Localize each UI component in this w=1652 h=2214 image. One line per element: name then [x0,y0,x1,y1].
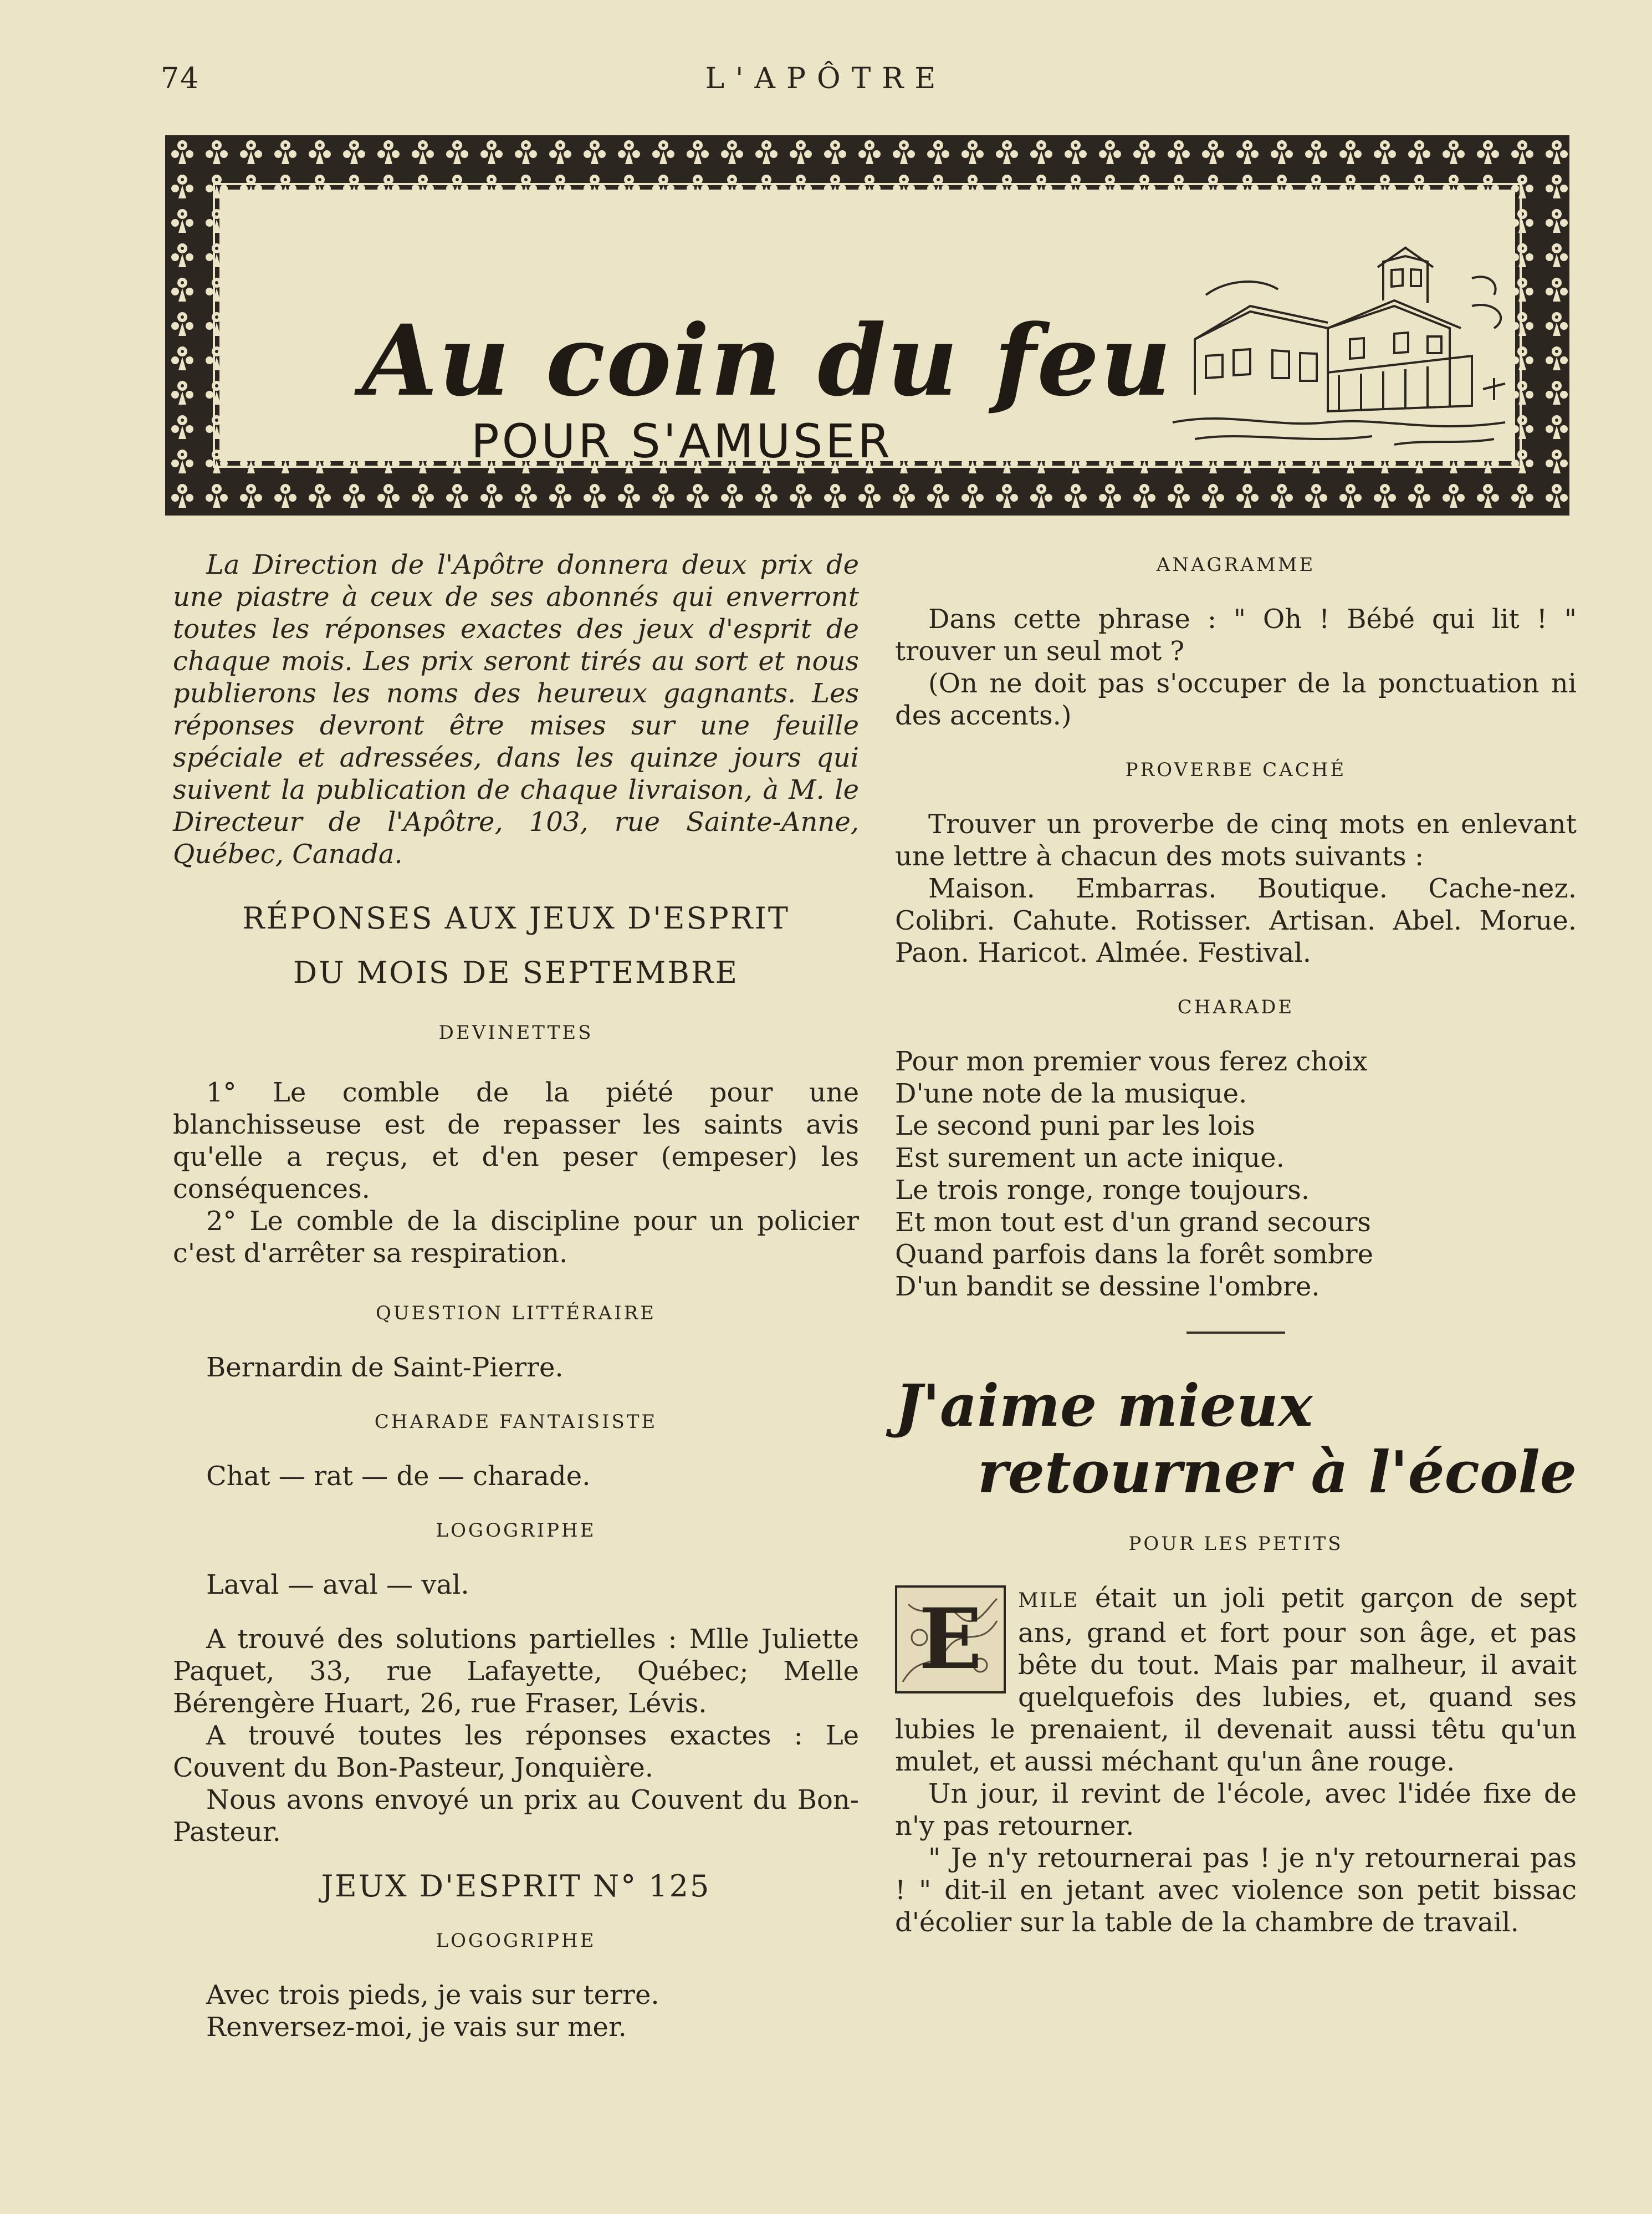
logogriphe-2-line-2: Renversez-moi, je vais sur mer. [206,2012,627,2043]
found-partial: A trouvé des solutions partielles : Mlle Juliette Paquet, 33, rue Lafayette, Québec; Melle Bérengère Huart, 26, rue Fraser, Lévis. [173,1624,859,1719]
logogriphe-2-line-1: Avec trois pieds, je vais sur terre. [206,1980,659,2011]
story-paragraph-2: Un jour, il revint de l'école, avec l'idée fixe de n'y pas retourner. [895,1778,1577,1841]
story-title-line-1: J'aime mieux [895,1371,1313,1440]
story-paragraph-1-text: était un joli petit garçon de sept ans, grand et fort pour son âge, et pas bête du tout. Mais par malheur, il avait quelquefois des lubies, et, quand ses lubies le prenaient, il devenait aussi têtu qu'un mulet, et aussi méchant qu'un âne rouge. [895,1583,1577,1777]
charade-line: Et mon tout est d'un grand secours [895,1207,1371,1238]
running-title: L'APÔTRE [705,62,947,95]
answers-title-line-2: DU MOIS DE SEPTEMBRE [293,955,739,990]
logogriphe-2-heading: LOGOGRIPHE [436,1930,596,1952]
proverbe-heading: PROVERBE CACHÉ [1125,759,1347,781]
story-paragraph-3: " Je n'y retournerai pas ! je n'y retournerai pas ! " dit-il en jetant avec violence son petit bissac d'écolier sur la table de la chambre de travail. [895,1843,1577,1938]
devinette-1: 1° Le comble de la piété pour une blanchisseuse est de repasser les saints avis qu'elle a reçus, et d'en peser (empeser) les conséquences. [173,1077,859,1205]
logogriphe-answer: Laval — aval — val. [206,1569,469,1600]
charade-line: Est surement un acte inique. [895,1142,1285,1174]
right-column [895,549,1577,1938]
logogriphe-heading: LOGOGRIPHE [436,1519,596,1542]
charade-heading: CHARADE [1177,996,1295,1018]
page-number: 74 [161,62,200,95]
story-subtitle: POUR LES PETITS [1128,1533,1343,1555]
dropcap [895,1585,1006,1693]
charade-line: D'une note de la musique. [895,1078,1247,1109]
banner-title: Au coin du feu [362,303,1173,418]
charade-fantaisiste-heading: CHARADE FANTAISISTE [374,1411,658,1433]
anagramme-text: Dans cette phrase : " Oh ! Bébé qui lit ! " trouver un seul mot ? [895,604,1577,667]
proverbe-words: Maison. Embarras. Boutique. Cache-nez. Colibri. Cahute. Rotisser. Artisan. Abel. Morue. Paon. Haricot. Almée. Festival. [895,873,1577,968]
house-illustration [1162,245,1522,478]
charade-line: Le trois ronge, ronge toujours. [895,1175,1310,1206]
proverbe-text: Trouver un proverbe de cinq mots en enlevant une lettre à chacun des mots suivants : [895,809,1577,872]
charade-verse [895,1045,1577,1303]
question-heading: QUESTION LITTÉRAIRE [376,1302,656,1324]
charade-line: Le second puni par les lois [895,1110,1255,1141]
charade-line: D'un bandit se dessine l'ombre. [895,1271,1320,1302]
devinettes-heading: DEVINETTES [438,1022,594,1044]
jeux-title: JEUX D'ESPRIT N° 125 [321,1869,711,1904]
dropcap-letter: E [918,1590,983,1688]
charade-fantaisiste-answer: Chat — rat — de — charade. [206,1461,591,1492]
story-title-line-2: retourner à l'école [977,1438,1577,1506]
anagramme-note: (On ne doit pas s'occuper de la ponctuation ni des accents.) [895,668,1577,731]
banner-subtitle: POUR S'AMUSER [471,414,893,468]
charade-line: Quand parfois dans la forêt sombre [895,1239,1374,1270]
contest-intro: La Direction de l'Apôtre donnera deux prix de une piastre à ceux de ses abonnés qui enverront toutes les réponses exactes des jeux d'esprit de chaque mois. Les prix seront tirés au sort et nous publierons les noms des heureux gagnants. Les réponses devront être mises sur une feuille spéciale et adressées, dans les quinze jours qui suivent la publication de chaque livraison, à M. le Directeur de l'Apôtre, 103, rue Sainte-Anne, Québec, Canada. [173,549,859,870]
answers-title-line-1: RÉPONSES AUX JEUX D'ESPRIT [242,901,790,936]
anagramme-heading: ANAGRAMME [1156,554,1316,576]
banner [165,135,1569,516]
left-column [173,549,859,2043]
prize-sent: Nous avons envoyé un prix au Couvent du Bon-Pasteur. [173,1784,859,1848]
story-body [895,1582,1577,1938]
question-answer: Bernardin de Saint-Pierre. [206,1352,564,1383]
story-first-word: MILE [1018,1589,1079,1612]
found-all: A trouvé toutes les réponses exactes : Le Couvent du Bon-Pasteur, Jonquière. [173,1720,859,1783]
charade-line: Pour mon premier vous ferez choix [895,1046,1368,1077]
banner-panel [219,190,1515,468]
devinette-2: 2° Le comble de la discipline pour un policier c'est d'arrêter sa respiration. [173,1206,859,1269]
